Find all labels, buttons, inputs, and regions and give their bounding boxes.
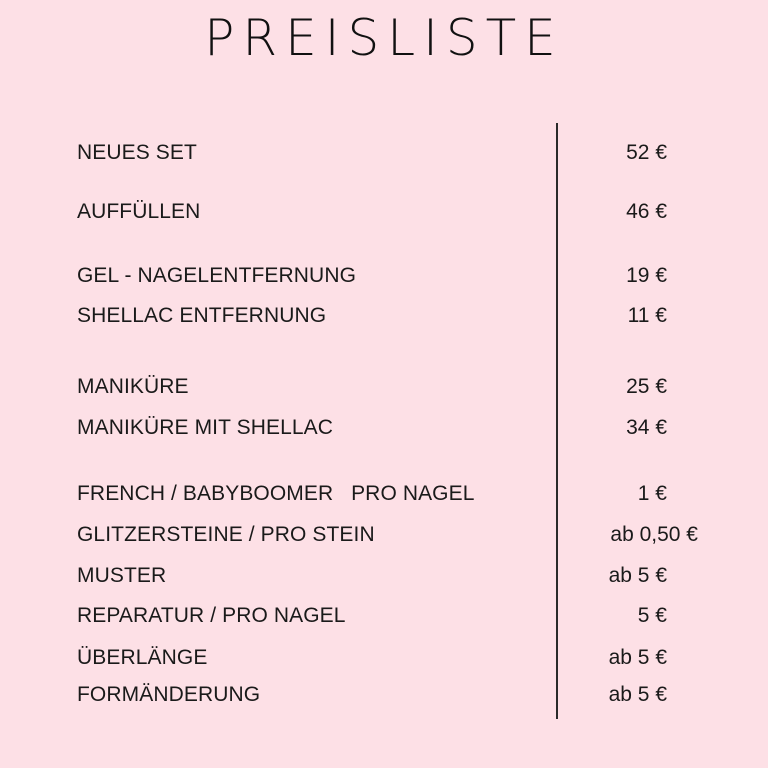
price-row: [0, 522, 768, 548]
service-name: MANIKÜRE MIT SHELLAC: [77, 416, 333, 439]
service-price: 46 €: [626, 200, 667, 223]
price-row: [0, 563, 768, 589]
price-row: [0, 603, 768, 629]
price-row: [0, 682, 768, 708]
service-price: 25 €: [626, 375, 667, 398]
service-price: ab 0,50 €: [610, 523, 698, 546]
service-price: 1 €: [637, 482, 667, 505]
service-name: MANIKÜRE: [77, 375, 189, 398]
service-name: REPARATUR / PRO NAGEL: [77, 604, 346, 627]
price-row: [0, 263, 768, 289]
service-price: 34 €: [626, 416, 667, 439]
page-title: PREISLISTE: [204, 9, 564, 67]
service-name: GLITZERSTEINE / PRO STEIN: [77, 523, 375, 546]
price-row: [0, 481, 768, 507]
service-name: SHELLAC ENTFERNUNG: [77, 304, 327, 327]
service-price: 52 €: [626, 141, 667, 164]
service-price: 19 €: [626, 264, 667, 287]
price-row: [0, 303, 768, 329]
price-row: [0, 199, 768, 225]
service-name: MUSTER: [77, 564, 167, 587]
service-name: ÜBERLÄNGE: [77, 646, 208, 669]
service-name: FORMÄNDERUNG: [77, 683, 261, 706]
price-row: [0, 645, 768, 671]
service-name: FRENCH / BABYBOOMER PRO NAGEL: [77, 482, 475, 505]
service-price: ab 5 €: [608, 564, 667, 587]
price-row: [0, 140, 768, 166]
service-price: 5 €: [637, 604, 667, 627]
price-row: [0, 374, 768, 400]
service-name: AUFFÜLLEN: [77, 200, 201, 223]
service-price: ab 5 €: [608, 683, 667, 706]
service-price: 11 €: [627, 304, 667, 327]
price-row: [0, 415, 768, 441]
service-name: NEUES SET: [77, 141, 197, 164]
service-name: GEL - NAGELENTFERNUNG: [77, 264, 357, 287]
service-price: ab 5 €: [608, 646, 667, 669]
